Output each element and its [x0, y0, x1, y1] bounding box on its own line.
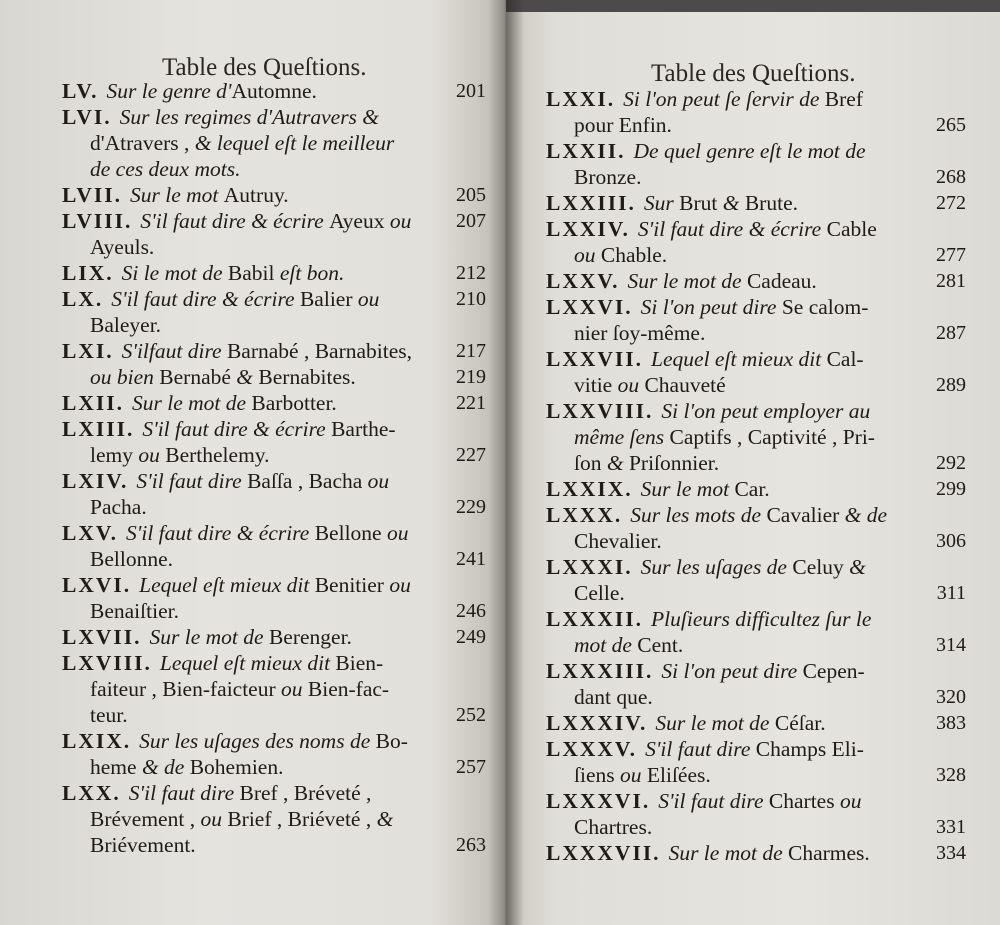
toc-line [62, 364, 486, 390]
question-number: LXXXVI. [546, 789, 651, 813]
question-number: LXXIX. [546, 477, 633, 501]
page-number: 320 [936, 686, 966, 708]
toc-line [62, 416, 486, 442]
question-text: Car. [734, 477, 770, 501]
question-text: Sur le genre d' [106, 79, 232, 103]
question-number: LXIX. [62, 729, 132, 753]
page-number: 292 [936, 452, 966, 474]
page-number: 287 [936, 322, 966, 344]
question-text: Sur le mot de [668, 841, 788, 865]
question-text: Chartres. [574, 815, 653, 839]
question-text: ou [200, 807, 228, 831]
question-text: Charmes. [788, 841, 870, 865]
question-text: Bref [824, 87, 863, 111]
toc-line [62, 312, 486, 338]
question-text: de ces deux mots. [90, 157, 241, 181]
toc-line [546, 788, 966, 814]
page-number: 207 [456, 210, 486, 232]
question-number: LXXIII. [546, 191, 636, 215]
toc-line [62, 156, 486, 182]
question-number: LXXXIV. [546, 711, 648, 735]
question-text: Sur les uſages de [640, 555, 793, 579]
question-text: ou [839, 789, 862, 813]
question-number: LXIV. [62, 469, 129, 493]
page-number: 219 [456, 366, 486, 388]
page-number: 268 [936, 166, 966, 188]
question-text: ou bien [90, 365, 160, 389]
page-number: 311 [936, 582, 966, 604]
question-text: Briévement. [90, 833, 196, 857]
question-text: ou [389, 573, 411, 597]
toc-line [62, 546, 486, 572]
toc-line [546, 736, 966, 762]
question-text: nier ſoy-même. [574, 321, 706, 345]
toc-line [62, 286, 486, 312]
question-number: LXX. [62, 781, 121, 805]
page-number: 289 [936, 374, 966, 396]
toc-line [62, 754, 486, 780]
question-text: Bernabites. [258, 365, 356, 389]
question-number: LXXV. [546, 269, 620, 293]
page-number: 249 [456, 626, 486, 648]
toc-line [546, 814, 966, 840]
toc-entry [546, 788, 966, 840]
toc-line [546, 554, 966, 580]
question-text: même ſens [574, 425, 670, 449]
toc-line [546, 710, 966, 736]
question-text: Captifs , Captivité , Pri- [669, 425, 875, 449]
toc-line [62, 338, 486, 364]
toc-line [546, 268, 966, 294]
question-text: Pacha. [90, 495, 147, 519]
toc-line [546, 86, 966, 112]
question-text: Sur le mot [130, 183, 224, 207]
toc-line [62, 468, 486, 494]
question-number: LXII. [62, 391, 124, 415]
page-number: 328 [936, 764, 966, 786]
toc-line [546, 112, 966, 138]
question-text: dant que. [574, 685, 653, 709]
question-text: lemy [90, 443, 139, 467]
page-number: 299 [936, 478, 966, 500]
question-text: & [849, 555, 866, 579]
page-number: 306 [936, 530, 966, 552]
question-text: S'il faut dire & écrire [637, 217, 827, 241]
question-text: & de [844, 503, 888, 527]
question-number: LXV. [62, 521, 118, 545]
question-text: Sur le mot de [131, 391, 252, 415]
page-number: 314 [936, 634, 966, 656]
question-number: LIX. [62, 261, 114, 285]
page-number: 252 [456, 704, 486, 726]
toc-line [546, 684, 966, 710]
question-text: ou [367, 469, 390, 493]
page-number: 221 [456, 392, 486, 414]
question-text: S'il faut dire & écrire [126, 521, 315, 545]
question-text: Bo- [375, 729, 408, 753]
question-text: Sur les mots de [630, 503, 767, 527]
question-number: LXXX. [546, 503, 623, 527]
question-text: pour Enfin. [574, 113, 672, 137]
toc-entry [546, 86, 966, 138]
toc-entry [62, 416, 486, 468]
question-text: S'il faut dire & écrire [140, 209, 330, 233]
question-text: Cadeau. [746, 269, 817, 293]
question-number: LXXVIII. [546, 399, 654, 423]
question-text: faiteur , Bien-faicteur [90, 677, 282, 701]
question-text: S'il faut dire & écrire [111, 287, 300, 311]
question-text: S'ilfaut dire [121, 339, 227, 363]
question-text: Bref , Bréveté , [239, 781, 372, 805]
question-text: d'Atravers , [90, 131, 195, 155]
question-text: Si l'on peut ſe ſervir de [623, 87, 825, 111]
question-text: Lequel eſt mieux dit [139, 573, 315, 597]
page-number: 229 [456, 496, 486, 518]
page-number: 212 [456, 262, 486, 284]
toc-entry [546, 606, 966, 658]
question-text: Balier [299, 287, 358, 311]
question-text: Babil [227, 261, 280, 285]
toc-line [62, 520, 486, 546]
question-text: heme [90, 755, 142, 779]
question-text: Berenger. [268, 625, 352, 649]
question-text: Cal- [826, 347, 864, 371]
toc-line [62, 624, 486, 650]
question-text: Bien- [335, 651, 384, 675]
running-head-left: Table des Queſtions. [162, 54, 367, 81]
right-page [506, 12, 1000, 925]
question-text: Si l'on peut dire [640, 295, 782, 319]
toc-entry [546, 268, 966, 294]
toc-entry [62, 338, 486, 390]
toc-entry [62, 286, 486, 338]
question-number: LXXVI. [546, 295, 633, 319]
question-number: LVI. [62, 105, 112, 129]
question-text: S'il faut dire [658, 789, 769, 813]
question-number: LXXXIII. [546, 659, 654, 683]
question-text: & lequel eſt le meilleur [194, 131, 395, 155]
question-text: Baſſa , Bacha [247, 469, 368, 493]
question-text: ſiens [574, 763, 620, 787]
page-number: 241 [456, 548, 486, 570]
toc-entry [62, 182, 486, 208]
toc-entry [62, 260, 486, 286]
question-text: ou [386, 521, 409, 545]
question-number: LXXXV. [546, 737, 638, 761]
question-text: Brute. [744, 191, 798, 215]
question-number: LVIII. [62, 209, 133, 233]
toc-line [62, 234, 486, 260]
question-text: Automne. [231, 79, 317, 103]
question-text: Celuy [792, 555, 850, 579]
toc-line [62, 598, 486, 624]
page-number: 334 [936, 842, 966, 864]
running-head-right: Table des Queſtions. [651, 60, 856, 87]
page-number: 210 [456, 288, 486, 310]
page-number: 272 [936, 192, 966, 214]
toc-entry [546, 138, 966, 190]
question-text: Cent. [637, 633, 684, 657]
toc-entry [546, 294, 966, 346]
question-text: Sur le mot de [149, 625, 269, 649]
question-text: Cepen- [802, 659, 865, 683]
question-text: Cable [826, 217, 877, 241]
question-text: Pluſieurs difficultez ſur le [651, 607, 872, 631]
toc-line [62, 208, 486, 234]
question-text: Chartes [768, 789, 840, 813]
toc-line [546, 138, 966, 164]
question-text: Bronze. [574, 165, 642, 189]
question-text: ou [574, 243, 601, 267]
question-text: Sur [643, 191, 680, 215]
toc-entry [546, 190, 966, 216]
question-text: Benaiſtier. [90, 599, 179, 623]
question-text: Eliſées. [646, 763, 711, 787]
toc-line [546, 606, 966, 632]
question-text: ou [138, 443, 166, 467]
question-text: S'il faut dire [645, 737, 756, 761]
question-text: Brévement , [90, 807, 201, 831]
page-number: 257 [456, 756, 486, 778]
toc-line [62, 130, 486, 156]
question-text: Si le mot de [121, 261, 228, 285]
question-text: ou [617, 373, 645, 397]
toc-line [546, 242, 966, 268]
question-number: LXIII. [62, 417, 135, 441]
question-text: Chable. [600, 243, 668, 267]
question-text: Brief , Briéveté , [227, 807, 377, 831]
question-text: Sur les uſages des noms de [139, 729, 376, 753]
toc-line [62, 442, 486, 468]
question-text: Berthelemy. [165, 443, 270, 467]
toc-entry [546, 554, 966, 606]
toc-line [62, 182, 486, 208]
toc-line [546, 658, 966, 684]
toc-line [62, 832, 486, 858]
right-entries [546, 86, 966, 866]
page-number: 205 [456, 184, 486, 206]
toc-line [62, 260, 486, 286]
toc-line [62, 780, 486, 806]
question-text: mot de [574, 633, 638, 657]
toc-line [546, 476, 966, 502]
question-text: Ayeuls. [90, 235, 155, 259]
toc-entry [546, 710, 966, 736]
question-text: Se calom- [781, 295, 869, 319]
question-text: ou [281, 677, 308, 701]
toc-entry [62, 780, 486, 858]
toc-entry [62, 650, 486, 728]
question-text: Cavalier [766, 503, 845, 527]
toc-entry [62, 728, 486, 780]
toc-line [546, 372, 966, 398]
toc-line [546, 580, 966, 606]
toc-entry [62, 78, 486, 104]
page-number: 201 [456, 80, 486, 102]
question-text: Barthe- [331, 417, 396, 441]
question-number: LXXI. [546, 87, 616, 111]
question-text: S'il faut dire & écrire [142, 417, 332, 441]
toc-entry [546, 736, 966, 788]
question-text: & [236, 365, 259, 389]
toc-line [546, 762, 966, 788]
question-text: Priſonnier. [628, 451, 720, 475]
question-text: Baleyer. [90, 313, 162, 337]
question-text: Autruy. [223, 183, 289, 207]
question-text: Barnabé , Barnabites, [226, 339, 413, 363]
question-text: eſt bon. [279, 261, 345, 285]
toc-line [546, 294, 966, 320]
question-text: Bellone [314, 521, 387, 545]
toc-line [546, 164, 966, 190]
question-text: ou [389, 209, 412, 233]
left-entries [62, 78, 486, 858]
question-text: Lequel eſt mieux dit [159, 651, 336, 675]
question-number: LX. [62, 287, 104, 311]
toc-line [546, 190, 966, 216]
question-text: Chauveté [644, 373, 726, 397]
question-text: ſon [574, 451, 607, 475]
toc-line [62, 78, 486, 104]
question-text: De quel genre eſt le mot de [633, 139, 866, 163]
question-text: Benitier [314, 573, 390, 597]
toc-line [62, 650, 486, 676]
toc-line [546, 840, 966, 866]
question-number: LXXVII. [546, 347, 644, 371]
question-text: ou [357, 287, 380, 311]
question-number: LXVI. [62, 573, 132, 597]
toc-entry [62, 104, 486, 182]
question-text: & [722, 191, 745, 215]
question-text: Sur les regimes d'Autravers & [119, 105, 380, 129]
question-text: Céſar. [774, 711, 826, 735]
toc-entry [62, 390, 486, 416]
question-number: LVII. [62, 183, 123, 207]
question-text: Champs Eli- [755, 737, 864, 761]
page-number: 246 [456, 600, 486, 622]
question-text: S'il faut dire [136, 469, 248, 493]
page-number: 277 [936, 244, 966, 266]
toc-line [546, 424, 966, 450]
toc-line [62, 728, 486, 754]
question-text: Bohemien. [189, 755, 284, 779]
question-text: ou [619, 763, 647, 787]
toc-line [62, 390, 486, 416]
toc-line [546, 398, 966, 424]
toc-entry [546, 346, 966, 398]
question-number: LXXXII. [546, 607, 644, 631]
toc-line [62, 702, 486, 728]
question-text: Barbotter. [251, 391, 337, 415]
toc-line [546, 320, 966, 346]
question-text: S'il faut dire [128, 781, 240, 805]
toc-line [546, 346, 966, 372]
toc-entry [546, 840, 966, 866]
question-text: Bien-fac- [307, 677, 390, 701]
page-number: 265 [936, 114, 966, 136]
question-number: LV. [62, 79, 99, 103]
question-text: Lequel eſt mieux dit [651, 347, 827, 371]
question-text: Sur le mot de [655, 711, 775, 735]
question-number: LXVIII. [62, 651, 152, 675]
question-text: Si l'on peut employer au [661, 399, 871, 423]
page-number: 383 [936, 712, 966, 734]
toc-entry [62, 468, 486, 520]
question-text: Celle. [574, 581, 625, 605]
page-number: 217 [456, 340, 486, 362]
question-text: Ayeux [329, 209, 390, 233]
question-number: LXVII. [62, 625, 142, 649]
question-text: Bellonne. [90, 547, 173, 571]
question-number: LXI. [62, 339, 114, 363]
toc-entry [546, 658, 966, 710]
toc-line [62, 104, 486, 130]
page-number: 263 [456, 834, 486, 856]
toc-entry [62, 624, 486, 650]
question-text: teur. [90, 703, 128, 727]
toc-entry [62, 520, 486, 572]
toc-line [546, 528, 966, 554]
toc-line [546, 450, 966, 476]
toc-line [546, 216, 966, 242]
question-number: LXXXVII. [546, 841, 661, 865]
toc-line [62, 676, 486, 702]
page-number: 331 [936, 816, 966, 838]
toc-line [62, 572, 486, 598]
toc-line [62, 494, 486, 520]
question-text: Si l'on peut dire [661, 659, 803, 683]
page-number: 281 [936, 270, 966, 292]
question-number: LXXXI. [546, 555, 633, 579]
question-text: vitie [574, 373, 618, 397]
toc-entry [546, 398, 966, 476]
question-text: Bernabé [159, 365, 237, 389]
toc-entry [546, 502, 966, 554]
toc-line [62, 806, 486, 832]
toc-entry [546, 476, 966, 502]
question-text: Sur le mot [640, 477, 735, 501]
question-number: LXXIV. [546, 217, 630, 241]
question-text: & [376, 807, 394, 831]
question-text: Chevalier. [574, 529, 662, 553]
question-text: & de [141, 755, 190, 779]
question-text: & [606, 451, 629, 475]
question-text: Sur le mot de [627, 269, 747, 293]
toc-entry [546, 216, 966, 268]
question-text: Brut [679, 191, 723, 215]
toc-line [546, 502, 966, 528]
toc-line [546, 632, 966, 658]
page-number: 227 [456, 444, 486, 466]
question-number: LXXII. [546, 139, 626, 163]
toc-entry [62, 208, 486, 260]
toc-entry [62, 572, 486, 624]
